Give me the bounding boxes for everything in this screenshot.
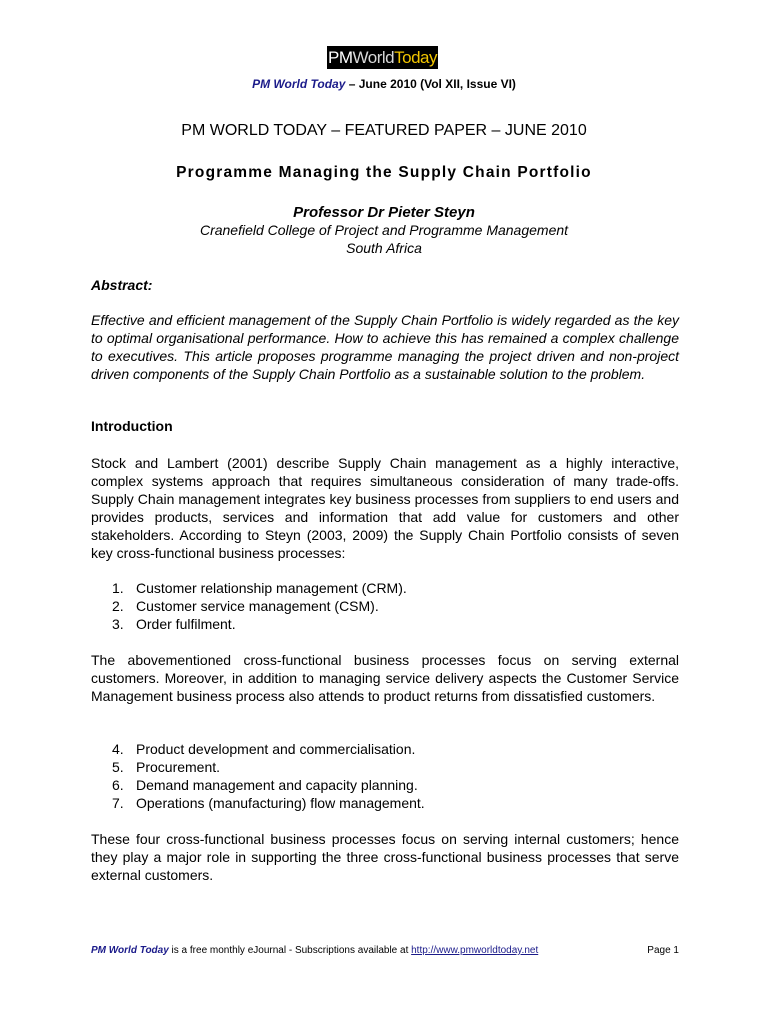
affiliation-institution: Cranefield College of Project and Programme Management: [199, 222, 569, 238]
list-item: 5. Procurement.: [112, 759, 221, 775]
affiliation-country: South Africa: [346, 240, 422, 256]
list-item: 7. Operations (manufacturing) flow management.: [112, 795, 425, 811]
paper-title: Programme Managing the Supply Chain Portfolio: [176, 164, 592, 181]
subscription-link[interactable]: http://www.pmworldtoday.net: [411, 945, 539, 956]
logo-pm: PM: [328, 47, 353, 67]
intro-paragraph-2: The abovementioned cross-functional business processes focus on serving external customers. Moreover, in addition to managing service delivery aspects the Customer Service Management business process also attends to product returns from dissatisfied customers.: [91, 652, 679, 704]
list-item: 1. Customer relationship management (CRM).: [112, 580, 407, 596]
issue-journal-name: PM World Today: [252, 77, 346, 91]
list-item: 6. Demand management and capacity planning.: [112, 777, 418, 793]
list-item: 3. Order fulfilment.: [112, 616, 236, 632]
process-list-external: [112, 579, 407, 633]
footer-journal-name: PM World Today: [91, 945, 169, 956]
intro-paragraph-1: Stock and Lambert (2001) describe Supply Chain management as a highly interactive, complex systems approach that requires simultaneous consideration of many trade-offs. Supply Chain management integrates key business processes from suppliers to end users and provides products, services and information that add value for customers and other stakeholders. According to Steyn (2003, 2009) the Supply Chain Portfolio consists of seven key cross-functional business processes:: [91, 455, 679, 561]
list-item: 4. Product development and commercialisation.: [112, 741, 416, 757]
issue-line: [0, 77, 768, 91]
author-name: Professor Dr Pieter Steyn: [293, 204, 475, 221]
journal-logo: [327, 46, 438, 69]
page-footer: [91, 945, 679, 956]
process-list-internal: [112, 740, 425, 812]
introduction-heading: Introduction: [91, 418, 173, 434]
logo-today: Today: [394, 47, 437, 67]
footer-note: [91, 945, 538, 956]
footer-text: is a free monthly eJournal - Subscriptions available at: [168, 945, 412, 956]
page-number: Page 1: [647, 945, 679, 956]
abstract-heading: Abstract:: [91, 277, 153, 293]
abstract-text: Effective and efficient management of the Supply Chain Portfolio is widely regarded as the key to optimal organisational performance. How to achieve this has remained a complex challenge to executives. This article proposes programme managing the project driven and non-project driven components of the Supply Chain Portfolio as a sustainable solution to the problem.: [91, 312, 679, 382]
logo-world: World: [352, 47, 395, 67]
issue-details: – June 2010 (Vol XII, Issue VI): [345, 77, 516, 91]
intro-paragraph-3: These four cross-functional business processes focus on serving internal customers; hence they play a major role in supporting the three cross-functional business processes that serve external customers.: [91, 831, 679, 883]
list-item: 2. Customer service management (CSM).: [112, 598, 379, 614]
featured-heading: PM WORLD TODAY – FEATURED PAPER – JUNE 2010: [181, 122, 587, 139]
